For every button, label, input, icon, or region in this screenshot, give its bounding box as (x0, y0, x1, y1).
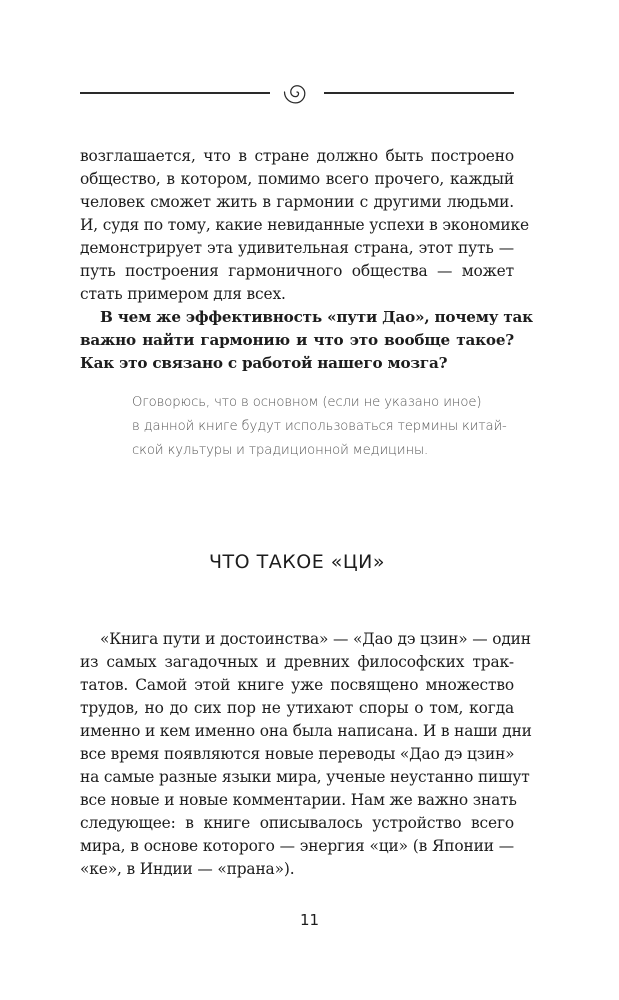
text-line: И, судя по тому, какие невиданные успехи в экономике (80, 216, 529, 234)
body-paragraph-2 (80, 628, 532, 881)
text-line: именно и кем именно она была написана. И в наши дни (80, 722, 532, 740)
text-line: путь построения гармоничного общества — может (80, 262, 514, 280)
text-line: все время появляются новые переводы «Дао дэ цзин» (80, 745, 515, 763)
text-line: в данной книге будут использоваться термины китай- (132, 419, 507, 434)
text-line: человек сможет жить в гармонии с другими людьми. (80, 193, 514, 211)
text-line: «ке», в Индии — «прана»). (80, 860, 295, 878)
text-line: из самых загадочных и древних философских трак- (80, 653, 514, 671)
ornament-rule-left (80, 92, 270, 94)
text-line: следующее: в книге описывалось устройство всего (80, 814, 514, 832)
text-line: стать примером для всех. (80, 285, 286, 303)
ornament-rule-right (324, 92, 514, 94)
text-line: возглашается, что в стране должно быть построено (80, 147, 514, 165)
page-number: 11 (299, 911, 320, 929)
text-line: В чем же эффективность «пути Дао», почему так (100, 308, 533, 326)
text-line: на самые разные языки мира, ученые неустанно пишут (80, 768, 530, 786)
text-line: «Книга пути и достоинства» — «Дао дэ цзин» — один (100, 630, 531, 648)
spiral-icon (279, 74, 315, 110)
chapter-ornament (80, 72, 514, 112)
text-line: мира, в основе которого — энергия «ци» (в Японии — (80, 837, 514, 855)
text-line: Как это связано с работой нашего мозга? (80, 354, 448, 372)
text-line: демонстрирует эта удивительная страна, этот путь — (80, 239, 514, 257)
text-line: трудов, но до сих пор не утихают споры о том, когда (80, 699, 514, 717)
bold-question-paragraph (80, 306, 533, 375)
text-line: важно найти гармонию и что это вообще такое? (80, 331, 514, 349)
text-line: все новые и новые комментарии. Нам же важно знать (80, 791, 517, 809)
text-line: татов. Самой этой книге уже посвящено множество (80, 676, 514, 694)
author-note (132, 391, 514, 463)
body-paragraph-1 (80, 145, 529, 306)
text-line: ской культуры и традиционной медицины. (132, 443, 429, 458)
text-line: общество, в котором, помимо всего прочего, каждый (80, 170, 514, 188)
text-line: Оговорюсь, что в основном (если не указано иное) (132, 395, 482, 410)
section-heading: ЧТО ТАКОЕ «ЦИ» (209, 551, 385, 573)
